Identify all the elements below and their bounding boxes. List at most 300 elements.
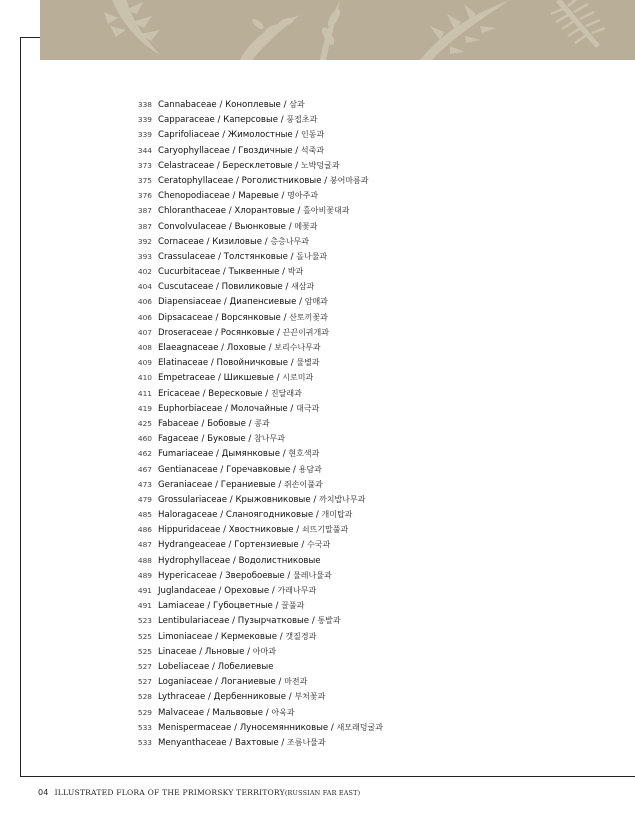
entry-korean-name: 삼과 [289, 100, 305, 109]
entry-korean-name: 수국과 [307, 540, 331, 550]
entry-page-number: 529 [137, 707, 152, 717]
separator: / [222, 403, 231, 414]
separator: / [280, 100, 290, 110]
entry-korean-name: 부처꽃과 [294, 692, 326, 702]
entry-russian-name: Каперсовые [223, 115, 279, 126]
leaf-silhouettes [40, 0, 635, 60]
index-entry [120, 188, 383, 203]
separator: / [298, 540, 307, 551]
separator: / [231, 722, 240, 733]
feather-leaf-icon [420, 0, 510, 60]
entry-korean-name: 석죽과 [300, 145, 325, 155]
entry-page-number: 528 [137, 692, 152, 702]
separator: / [214, 160, 223, 171]
index-entry [120, 659, 383, 674]
separator: / [213, 449, 222, 460]
entry-page-number: 419 [137, 403, 152, 413]
entry-latin-name: Dipsacaceae [158, 312, 213, 323]
index-entry [120, 613, 383, 628]
separator: / [279, 267, 288, 278]
separator: / [229, 616, 238, 627]
separator: / [215, 586, 225, 596]
entry-korean-name: 시로미과 [282, 373, 314, 383]
index-entry [120, 370, 383, 385]
separator: / [278, 737, 287, 748]
entry-page-number: 408 [137, 343, 152, 352]
entry-korean-name: 새모래덩굴과 [336, 722, 383, 732]
entry-korean-name: 메꽃과 [294, 221, 318, 231]
separator: / [328, 722, 337, 733]
entry-korean-name: 노박덩굴과 [300, 160, 340, 170]
separator: / [245, 418, 255, 429]
separator: / [220, 525, 229, 536]
separator: / [229, 191, 239, 202]
book-title: ILLUSTRATED FLORA OF THE PRIMORSKY TERRITORY [54, 788, 285, 797]
entry-page-number: 387 [137, 206, 152, 216]
entry-page-number: 339 [137, 130, 152, 140]
entry-latin-name: Menyanthaceae [158, 737, 227, 748]
entry-latin-name: Chloranthaceae [158, 206, 226, 217]
entry-russian-name: Дымянковые [221, 449, 281, 460]
entry-latin-name: Lobeliaceae [158, 661, 210, 672]
entry-page-number: 339 [137, 115, 152, 125]
separator: / [213, 282, 222, 293]
entry-russian-name: Пузырчатковые [237, 616, 310, 627]
entry-russian-name: Водолистниковые [238, 555, 321, 566]
separator: / [216, 570, 226, 581]
index-entry [120, 629, 383, 644]
entry-russian-name: Логаниевые [220, 677, 276, 688]
index-entry [120, 173, 383, 188]
entry-russian-name: Коноплевые [225, 100, 281, 110]
entry-korean-name: 끈끈이귀개과 [282, 327, 329, 337]
index-entry [120, 264, 383, 279]
entry-latin-name: Cucurbitaceae [158, 267, 221, 278]
index-entry [120, 431, 383, 446]
entry-latin-name: Lentibulariaceae [158, 616, 230, 627]
entry-page-number: 533 [137, 737, 152, 747]
frame-rule-left [20, 37, 21, 777]
separator: / [226, 737, 235, 748]
entry-latin-name: Euphorbiaceae [158, 403, 223, 414]
fern-leaf-icon [104, 0, 160, 55]
separator: / [245, 434, 255, 445]
entry-russian-name: Ореховые [224, 586, 270, 596]
index-entry [120, 279, 383, 294]
entry-latin-name: Haloragaceae [158, 510, 218, 521]
entry-korean-name: 쥐손이풀과 [284, 479, 323, 489]
entry-latin-name: Caprifoliaceae [158, 130, 220, 141]
separator: / [217, 464, 227, 475]
separator: / [290, 464, 299, 475]
separator: / [262, 388, 271, 399]
index-entry [120, 492, 383, 507]
entry-russian-name: Льновые [204, 646, 245, 657]
index-entry [120, 340, 383, 355]
entry-latin-name: Celastraceae [158, 160, 215, 171]
separator: / [244, 646, 253, 657]
separator: / [273, 373, 283, 384]
sprig-leaf-icon [320, 0, 343, 60]
index-entry [120, 522, 383, 537]
pine-leaf-icon [551, 0, 605, 48]
entry-latin-name: Elaeagnaceae [158, 343, 219, 353]
entry-latin-name: Geraniaceae [158, 479, 213, 490]
entry-latin-name: Convolvulaceae [158, 221, 227, 232]
entry-korean-name: 가래나무과 [277, 586, 317, 595]
entry-latin-name: Droseraceae [158, 327, 213, 338]
entry-latin-name: Menispermaceae [158, 722, 232, 733]
separator: / [204, 707, 213, 718]
frame-rule-top [20, 37, 40, 38]
entry-latin-name: Diapensiaceae [158, 297, 222, 308]
entry-page-number: 462 [137, 449, 152, 459]
separator: / [274, 327, 283, 338]
separator: / [205, 692, 214, 703]
separator: / [212, 312, 222, 323]
entry-page-number: 487 [137, 540, 152, 550]
index-entry [120, 477, 383, 492]
separator: / [321, 175, 330, 186]
index-entry [120, 689, 383, 704]
entry-russian-name: Вьюнковые [234, 221, 286, 232]
index-entry [120, 127, 383, 142]
index-entry [120, 674, 383, 689]
entry-russian-name: Лоховые [226, 343, 266, 353]
separator: / [286, 692, 295, 703]
entry-latin-name: Malvaceae [158, 707, 204, 718]
entry-russian-name: Вересковые [208, 388, 263, 399]
entry-russian-name: Повиликовые [221, 282, 283, 293]
entry-korean-name: 참나무과 [254, 434, 285, 444]
index-entry [120, 537, 383, 552]
separator: / [310, 494, 319, 505]
entry-page-number: 344 [137, 145, 152, 155]
entry-page-number: 338 [137, 100, 152, 109]
entry-korean-name: 박과 [287, 267, 304, 277]
index-entry [120, 446, 383, 461]
index-entry [120, 310, 383, 325]
entry-page-number: 406 [137, 312, 152, 322]
entry-korean-name: 산토끼꽃과 [289, 312, 328, 322]
index-entry [120, 735, 383, 750]
separator: / [220, 267, 229, 278]
separator: / [233, 175, 242, 186]
page-number: 04 [38, 788, 49, 797]
separator: / [216, 100, 226, 110]
index-entry [120, 720, 383, 735]
entry-latin-name: Fabaceae [158, 418, 199, 429]
entry-page-number: 410 [137, 373, 152, 383]
separator: / [227, 494, 236, 505]
entry-page-number: 407 [137, 327, 152, 337]
entry-korean-name: 명아주과 [287, 191, 319, 201]
entry-russian-name: Горечавковые [226, 464, 291, 475]
entry-korean-name: 갯질경과 [285, 631, 317, 641]
index-entry [120, 249, 383, 264]
separator: / [263, 707, 272, 718]
entry-russian-name: Роголистниковые [241, 175, 322, 186]
header-banner [40, 0, 635, 60]
separator: / [280, 449, 289, 460]
entry-latin-name: Loganiaceae [158, 677, 213, 688]
index-entry [120, 507, 383, 522]
separator: / [198, 434, 208, 445]
entry-korean-name: 물별과 [296, 358, 320, 368]
entry-page-number: 533 [137, 722, 152, 732]
entry-korean-name: 암매과 [304, 297, 328, 307]
separator: / [313, 510, 322, 521]
entry-korean-name: 보리수나무과 [274, 343, 321, 352]
separator: / [269, 586, 278, 596]
entry-russian-name: Луносемянниковые [239, 722, 329, 733]
separator: / [208, 358, 217, 369]
separator: / [287, 403, 297, 414]
separator: / [203, 236, 213, 247]
entry-korean-name: 풍접초과 [286, 115, 318, 125]
entry-latin-name: Crassulaceae [158, 251, 216, 262]
separator: / [296, 297, 305, 308]
entry-latin-name: Hypericaceae [158, 570, 217, 581]
entry-korean-name: 붕어마름과 [329, 175, 369, 185]
entry-korean-name: 층층나무과 [270, 236, 310, 246]
entry-korean-name: 새삼과 [291, 282, 315, 292]
separator: / [215, 373, 224, 384]
index-entry [120, 386, 383, 401]
entry-korean-name: 인동과 [301, 130, 325, 140]
separator: / [293, 525, 302, 536]
entry-latin-name: Lamiaceae [158, 601, 205, 612]
separator: / [292, 145, 301, 156]
entry-latin-name: Juglandaceae [158, 586, 216, 596]
index-entry [120, 553, 383, 568]
entry-russian-name: Крыжовниковые [235, 494, 311, 505]
separator: / [212, 677, 221, 688]
separator: / [212, 631, 221, 642]
entry-latin-name: Hydrophyllaceae [158, 555, 231, 566]
entry-korean-name: 진달래과 [270, 388, 302, 398]
separator: / [272, 601, 282, 612]
separator: / [219, 130, 228, 141]
index-entry [120, 234, 383, 249]
entry-russian-name: Буковые [207, 434, 246, 445]
entry-page-number: 404 [137, 282, 152, 292]
separator: / [212, 479, 221, 490]
separator: / [309, 616, 318, 627]
entry-page-number: 525 [137, 646, 152, 656]
entry-latin-name: Empetraceae [158, 373, 216, 384]
entry-page-number: 527 [137, 661, 152, 671]
entry-latin-name: Cuscutaceae [158, 282, 214, 293]
page-footer [38, 788, 360, 797]
separator: / [285, 221, 295, 232]
branch-leaf-icon [240, 15, 300, 60]
entry-russian-name: Молочайные [230, 403, 288, 414]
entry-page-number: 467 [137, 464, 152, 474]
separator: / [226, 221, 235, 232]
separator: / [284, 570, 294, 581]
index-entry [120, 568, 383, 583]
entry-russian-name: Дербенниковые [213, 692, 287, 703]
entry-korean-name: 쇠뜨기말풀과 [301, 525, 349, 535]
entry-latin-name: Gentianaceae [158, 464, 218, 475]
separator: / [221, 297, 230, 308]
entry-page-number: 460 [137, 434, 152, 444]
separator: / [292, 130, 302, 141]
separator: / [294, 206, 304, 217]
separator: / [292, 160, 301, 171]
entry-russian-name: Бересклетовые [222, 160, 293, 171]
separator: / [278, 191, 288, 202]
entry-korean-name: 마전과 [284, 677, 308, 687]
separator: / [287, 251, 297, 262]
index-entry [120, 325, 383, 340]
entry-latin-name: Lythraceae [158, 692, 206, 703]
separator: / [229, 145, 239, 156]
entry-korean-name: 물레나물과 [293, 570, 332, 580]
entry-latin-name: Fumariaceae [158, 449, 214, 460]
entry-russian-name: Шикшевые [223, 373, 274, 384]
index-entry [120, 158, 383, 173]
entry-russian-name: Жимолостные [227, 130, 293, 141]
entry-page-number: 491 [137, 601, 152, 611]
entry-russian-name: Сланоягодниковые [225, 510, 314, 521]
index-entry [120, 294, 383, 309]
entry-russian-name: Мальвовые [212, 707, 264, 718]
entry-page-number: 373 [137, 160, 152, 170]
entry-latin-name: Capparaceae [158, 115, 215, 126]
entry-russian-name: Лобелиевые [217, 661, 274, 672]
entry-page-number: 486 [137, 525, 152, 535]
separator: / [280, 312, 290, 323]
separator: / [287, 358, 297, 369]
separator: / [278, 115, 287, 126]
index-entry [120, 598, 383, 613]
separator: / [230, 555, 239, 566]
entry-latin-name: Chenopodiaceae [158, 191, 230, 202]
entry-page-number: 387 [137, 221, 152, 231]
entry-russian-name: Хвостниковые [228, 525, 294, 536]
entry-korean-name: 현호색과 [288, 449, 320, 459]
entry-latin-name: Linaceae [158, 646, 197, 657]
separator: / [196, 646, 205, 657]
entry-russian-name: Бобовые [207, 418, 246, 429]
entry-latin-name: Ceratophyllaceae [158, 175, 234, 186]
separator: / [265, 343, 275, 353]
separator: / [209, 661, 218, 672]
entry-page-number: 409 [137, 358, 152, 368]
index-entry [120, 112, 383, 127]
index-entry [120, 705, 383, 720]
entry-page-number: 491 [137, 586, 152, 595]
entry-latin-name: Cannabaceae [158, 100, 217, 110]
entry-latin-name: Grossulariaceae [158, 494, 228, 505]
entry-russian-name: Росянковые [220, 327, 275, 338]
entry-russian-name: Кизиловые [212, 236, 263, 247]
index-entry [120, 416, 383, 431]
index-entry [120, 401, 383, 416]
entry-page-number: 425 [137, 418, 152, 428]
index-entry [120, 462, 383, 477]
index-entry [120, 143, 383, 158]
entry-latin-name: Fagaceae [158, 434, 199, 445]
entry-latin-name: Hydrangeaceae [158, 540, 226, 551]
entry-korean-name: 돌나물과 [296, 251, 328, 261]
index-entry [120, 644, 383, 659]
entry-page-number: 473 [137, 479, 152, 489]
entry-russian-name: Гортензиевые [234, 540, 299, 551]
entry-korean-name: 통발과 [317, 616, 341, 626]
entry-russian-name: Толстянковые [223, 251, 288, 262]
entry-latin-name: Limoniaceae [158, 631, 213, 642]
entry-latin-name: Caryophyllaceae [158, 145, 230, 156]
separator: / [217, 510, 226, 521]
entry-page-number: 479 [137, 494, 152, 504]
entry-page-number: 489 [137, 570, 152, 580]
separator: / [277, 631, 286, 642]
entry-latin-name: Elatinaceae [158, 358, 209, 369]
entry-russian-name: Повойничковые [216, 358, 288, 369]
index-entry [120, 355, 383, 370]
entry-korean-name: 꿀풀과 [281, 601, 305, 611]
entry-page-number: 485 [137, 510, 152, 520]
family-index-list [120, 97, 383, 750]
entry-page-number: 411 [137, 388, 152, 398]
entry-russian-name: Ворсянковые [221, 312, 281, 323]
separator: / [218, 343, 227, 353]
entry-page-number: 406 [137, 297, 152, 307]
entry-korean-name: 조름나물과 [286, 737, 326, 747]
entry-russian-name: Маревые [238, 191, 279, 202]
separator: / [199, 388, 209, 399]
entry-latin-name: Hippuridaceae [158, 525, 221, 536]
entry-page-number: 375 [137, 175, 152, 185]
entry-page-number: 376 [137, 191, 152, 201]
entry-russian-name: Диапенсиевые [229, 297, 297, 308]
entry-page-number: 523 [137, 616, 152, 626]
index-entry [120, 219, 383, 234]
entry-page-number: 402 [137, 267, 152, 277]
entry-korean-name: 아욱과 [271, 707, 295, 717]
separator: / [198, 418, 208, 429]
frame-rule-bottom [20, 776, 635, 777]
entry-russian-name: Гераниевые [220, 479, 276, 490]
separator: / [282, 282, 292, 293]
separator: / [204, 601, 214, 612]
entry-page-number: 525 [137, 631, 152, 641]
entry-russian-name: Кермековые [220, 631, 278, 642]
entry-russian-name: Тыквенные [228, 267, 280, 278]
entry-russian-name: Губоцветные [213, 601, 273, 612]
index-entry [120, 97, 383, 112]
index-entry [120, 203, 383, 218]
entry-korean-name: 홀아비꽃대과 [303, 206, 350, 216]
entry-russian-name: Зверобоевые [225, 570, 285, 581]
entry-page-number: 527 [137, 677, 152, 687]
entry-page-number: 392 [137, 236, 152, 246]
entry-korean-name: 개미탑과 [321, 510, 353, 520]
separator: / [275, 479, 285, 490]
separator: / [212, 327, 221, 338]
entry-korean-name: 용담과 [298, 464, 322, 474]
entry-korean-name: 대극과 [296, 403, 320, 413]
separator: / [275, 677, 285, 688]
entry-page-number: 488 [137, 555, 152, 565]
entry-korean-name: 콩과 [254, 418, 270, 428]
book-subtitle: (RUSSIAN FAR EAST) [284, 789, 361, 797]
entry-russian-name: Гвоздичные [238, 145, 293, 156]
entry-korean-name: 까치밥나무과 [319, 494, 366, 504]
